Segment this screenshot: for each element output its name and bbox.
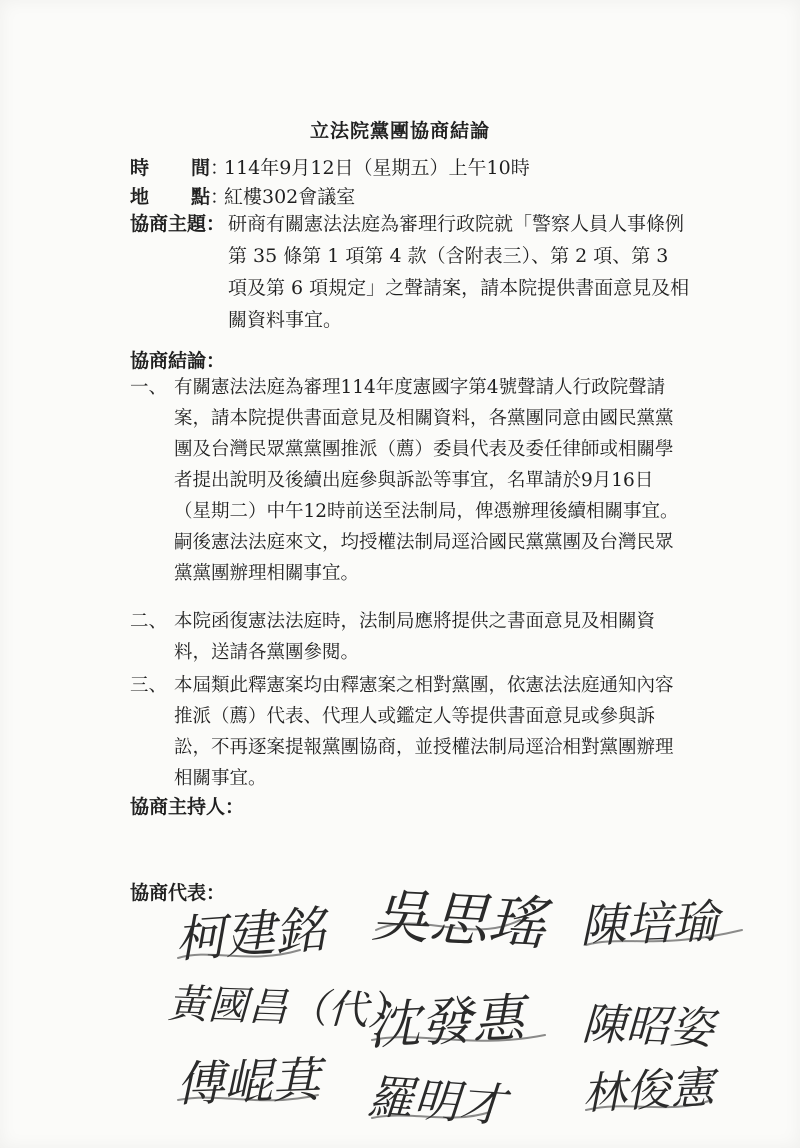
place-label: 地點	[130, 186, 210, 208]
signature: 羅明才	[365, 1069, 508, 1133]
signature: 陳昭姿	[580, 999, 715, 1055]
signature: 林俊憲	[580, 1062, 716, 1120]
signature: 沈發惠	[366, 988, 526, 1057]
conclusion-heading: 協商結論：	[130, 350, 226, 372]
signature: 黃國昌（代）	[167, 981, 409, 1036]
signature: 傅崐萁	[175, 1051, 322, 1113]
item-text: 本院函復憲法法庭時，法制局應將提供之書面意見及相關資料，送請各黨團參閱。	[174, 611, 656, 663]
item-number: 二、	[130, 611, 168, 632]
item-text: 本屆類此釋憲案均由釋憲案之相對黨團，依憲法法庭通知內容推派（薦）代表、代理人或鑑定人等提供書面意見或參與訴訟，不再逐案提報黨團協商，並授權法制局逕洽相對黨團辦理相關事宜。	[174, 675, 674, 789]
host-label: 協商主持人：	[130, 796, 245, 818]
place-value: 紅樓302會議室	[224, 186, 356, 208]
signature: 吳思瑤	[369, 881, 548, 959]
meeting-topic	[130, 208, 690, 336]
time-value: 114年9月12日（星期五）上午10時	[224, 157, 530, 179]
time-label: 時間	[130, 157, 210, 179]
conclusion-item-3	[130, 670, 690, 794]
meeting-time	[130, 153, 530, 183]
item-text: 有關憲法法庭為審理114年度憲國字第4號聲請人行政院聲請案，請本院提供書面意見及相關資料，各黨團同意由國民黨黨團及台灣民眾黨黨團推派（薦）委員代表及委任律師或相關學者提出說明及後續出庭參與訴訟等事宜，名單請於9月16日（星期二）中午12時前送至法制局，俾憑辦理後續相關事宜。嗣後憲法法庭來文，均授權法制局逕洽國民黨黨團及台灣民眾黨黨團辦理相關事宜。	[174, 377, 679, 584]
signature: 陳培瑜	[579, 894, 719, 953]
item-number: 三、	[130, 675, 168, 696]
item-number: 一、	[130, 377, 168, 398]
topic-label: 協商主題：	[130, 213, 226, 235]
document-title: 立法院黨團協商結論	[309, 120, 490, 142]
representatives-label: 協商代表：	[130, 882, 226, 904]
signature: 柯建銘	[173, 900, 327, 969]
conclusion-item-2	[130, 606, 690, 668]
time-colon: ：	[210, 157, 230, 179]
place-colon: ：	[210, 186, 230, 208]
conclusion-item-1	[130, 372, 690, 589]
topic-text: 研商有關憲法法庭為審理行政院就「警察人員人事條例第 35 條第 1 項第 4 款（含附表三）、第 2 項、第 3 項及第 6 項規定」之聲請案，請本院提供書面意見及相關資料事宜。	[228, 213, 690, 331]
